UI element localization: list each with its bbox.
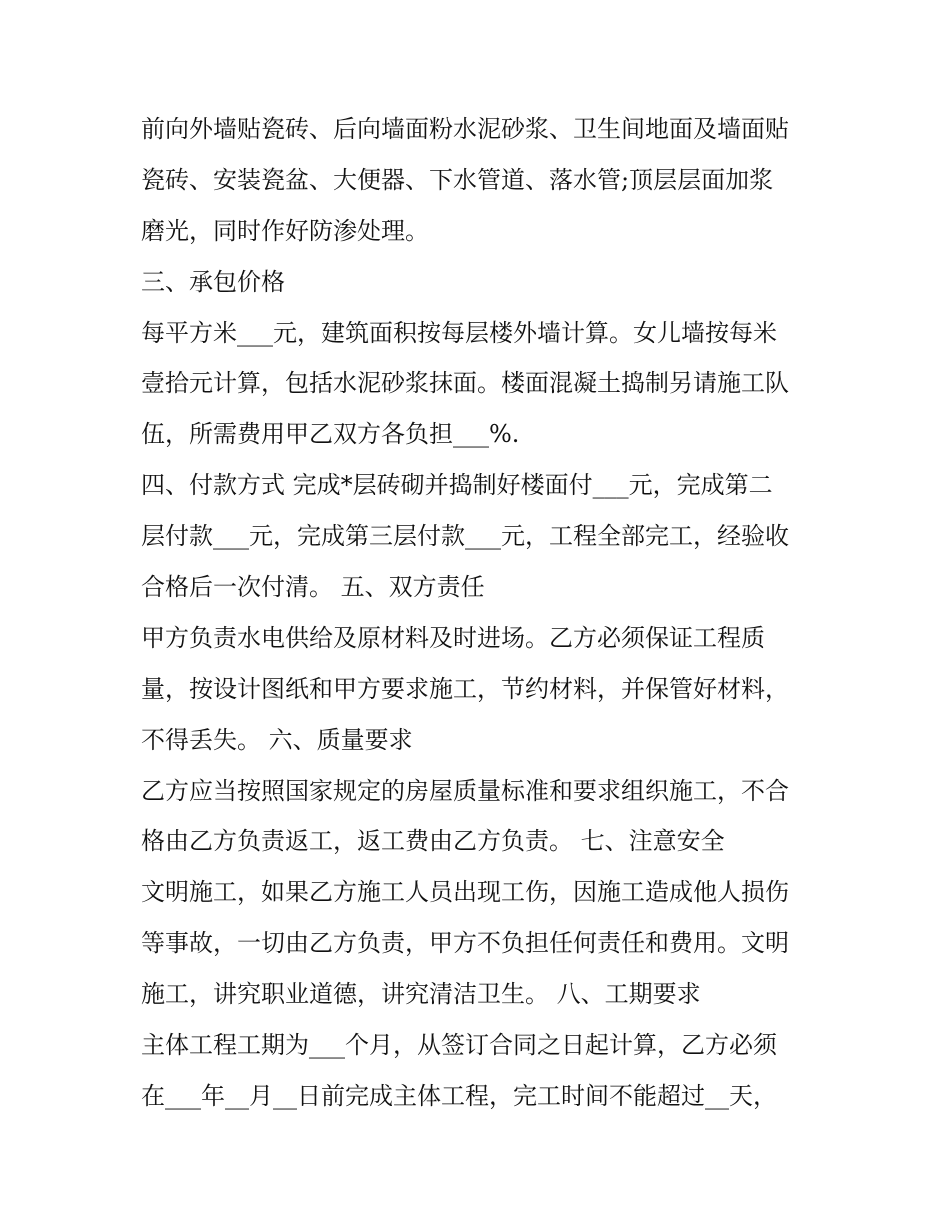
text-line: 文明施工，如果乙方施工人员出现工伤，因施工造成他人损伤 xyxy=(141,878,789,907)
section-heading-price: 三、承包价格 xyxy=(141,267,285,296)
text-line: 等事故，一切由乙方负责，甲方不负担任何责任和费用。文明 xyxy=(141,929,789,958)
text-line: 磨光，同时作好防渗处理。 xyxy=(141,216,429,245)
text-line: 在___年__月__日前完成主体工程，完工时间不能超过__天， xyxy=(141,1081,777,1110)
text-line: 壹拾元计算，包括水泥砂浆抹面。楼面混凝土捣制另请施工队 xyxy=(141,369,789,398)
text-line: 乙方应当按照国家规定的房屋质量标准和要求组织施工，不合 xyxy=(141,776,789,805)
text-line: 主体工程工期为___个月，从签订合同之日起计算，乙方必须 xyxy=(141,1031,777,1060)
contract-text-body xyxy=(141,104,821,1122)
text-line: 量，按设计图纸和甲方要求施工，节约材料，并保管好材料， xyxy=(141,674,789,703)
text-line: 层付款___元，完成第三层付款___元，工程全部完工，经验收 xyxy=(141,522,789,551)
text-line: 不得丢失。 六、质量要求 xyxy=(141,725,413,754)
text-line: 甲方负责水电供给及原材料及时进场。乙方必须保证工程质 xyxy=(141,623,765,652)
text-line: 瓷砖、安装瓷盆、大便器、下水管道、落水管;顶层层面加浆 xyxy=(141,165,774,194)
text-line: 伍，所需费用甲乙双方各负担___%. xyxy=(141,420,520,449)
text-line: 前向外墙贴瓷砖、后向墙面粉水泥砂浆、卫生间地面及墙面贴 xyxy=(141,115,789,143)
text-line: 每平方米___元，建筑面积按每层楼外墙计算。女儿墙按每米 xyxy=(141,318,777,347)
text-line: 施工，讲究职业道德，讲究清洁卫生。 八、工期要求 xyxy=(141,980,701,1009)
text-line: 合格后一次付清。 五、双方责任 xyxy=(141,573,485,602)
text-line: 四、付款方式 完成*层砖砌并捣制好楼面付___元，完成第二 xyxy=(141,471,773,500)
text-line: 格由乙方负责返工，返工费由乙方负责。 七、注意安全 xyxy=(141,827,725,856)
